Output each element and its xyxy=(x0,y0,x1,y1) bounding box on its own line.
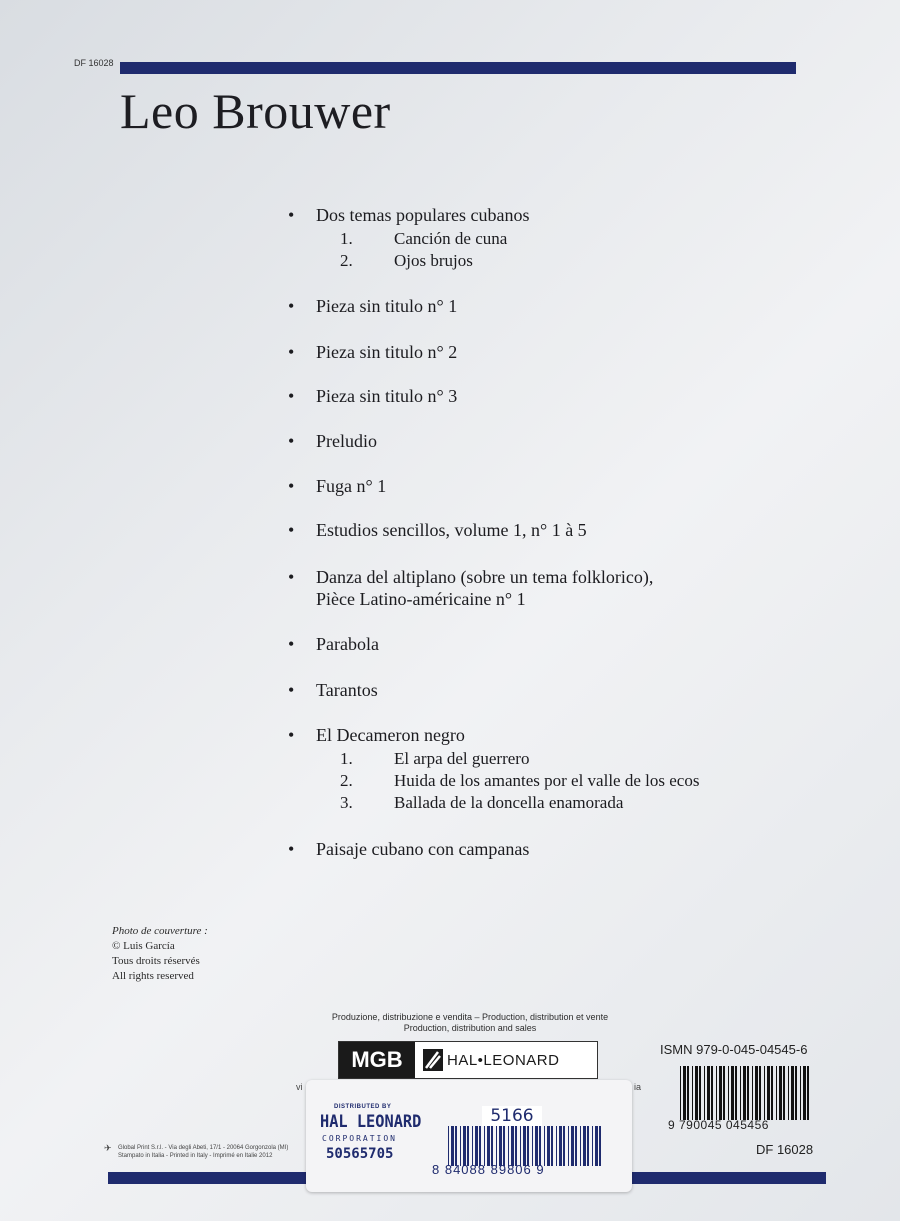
contents-item-title: Paisaje cubano con campanas xyxy=(316,839,530,859)
rights-fr: Tous droits réservés xyxy=(112,955,200,967)
subitem-number: 1. xyxy=(340,229,353,248)
bullet-icon: • xyxy=(288,296,295,316)
catalog-code-bottom: DF 16028 xyxy=(756,1142,814,1157)
contents-item-title: Estudios sencillos, volume 1, n° 1 à 5 xyxy=(316,520,587,540)
contents-item-title-line2: Pièce Latino-américaine n° 1 xyxy=(316,589,526,609)
subitem-title: El arpa del guerrero xyxy=(394,749,530,768)
photo-credit-author: © Luis García xyxy=(112,940,175,952)
text-fragment-right: ia xyxy=(634,1082,642,1092)
hal-leonard-logo-text: HAL•LEONARD xyxy=(447,1052,560,1069)
top-rule xyxy=(120,62,796,74)
contents-item-title: Pieza sin titulo n° 2 xyxy=(316,342,458,362)
subitem-title: Huida de los amantes por el valle de los ecos xyxy=(394,771,700,790)
subitem-title: Ballada de la doncella enamorada xyxy=(394,793,624,812)
contents-item-title: Pieza sin titulo n° 3 xyxy=(316,386,458,406)
contents-item-title: Tarantos xyxy=(316,680,378,700)
bullet-icon: • xyxy=(288,342,295,362)
bullet-icon: • xyxy=(288,431,295,451)
subitem-title: Canción de cuna xyxy=(394,229,508,248)
contents-item-title: Fuga n° 1 xyxy=(316,476,387,496)
contents-item-title: Parabola xyxy=(316,634,379,654)
subitem-title: Ojos brujos xyxy=(394,251,473,270)
printer-line-1: Global Print S.r.l. - Via degli Abeti, 17/1 - 20064 Gorgonzola (MI) xyxy=(118,1145,289,1151)
bullet-icon: • xyxy=(288,567,295,587)
contents-item-title: El Decameron negro xyxy=(316,725,465,745)
bullet-icon: • xyxy=(288,725,295,745)
contents-item-title: Pieza sin titulo n° 1 xyxy=(316,296,458,316)
subitem-number: 2. xyxy=(340,771,353,790)
publisher-logo xyxy=(338,1041,598,1079)
barcode-digits: 9 790045 045456 xyxy=(668,1118,769,1132)
bullet-icon: • xyxy=(288,476,295,496)
photo-credit-label: Photo de couverture : xyxy=(112,925,208,937)
sticker-distributor-name: HAL LEONARD xyxy=(320,1112,422,1132)
ismn-number: ISMN 979-0-045-04545-6 xyxy=(660,1042,808,1057)
mgb-logo: MGB xyxy=(339,1042,415,1078)
printer-line-2: Stampato in Italia - Printed in Italy - Imprimé en Italie 2012 xyxy=(118,1153,273,1159)
sticker-corporation: CORPORATION xyxy=(322,1134,397,1143)
contents-item-title: Preludio xyxy=(316,431,377,451)
contents-item-title: Dos temas populares cubanos xyxy=(316,205,530,225)
sticker-sku: 50565705 xyxy=(326,1146,394,1162)
bullet-icon: • xyxy=(288,205,295,225)
rights-en: All rights reserved xyxy=(112,970,194,982)
photo-credit xyxy=(112,924,208,984)
contents-item-title: Danza del altiplano (sobre un tema folklorico), xyxy=(316,567,654,587)
bullet-icon: • xyxy=(288,520,295,540)
sticker-barcode-digits: 8 84088 89806 9 xyxy=(432,1162,545,1177)
distributor-sticker xyxy=(306,1080,632,1192)
bullet-icon: • xyxy=(288,839,295,859)
subitem-number: 2. xyxy=(340,251,353,270)
production-notice xyxy=(290,1012,650,1034)
ismn-barcode xyxy=(678,1066,814,1120)
production-line-1: Produzione, distribuzione e vendita – Production, distribution et vente xyxy=(331,1012,609,1022)
composer-name: Leo Brouwer xyxy=(120,83,391,139)
catalog-code-top: DF 16028 xyxy=(74,58,114,68)
subitem-number: 3. xyxy=(340,793,353,812)
sticker-distributed-by: DISTRIBUTED BY xyxy=(334,1104,392,1110)
printer-logo-icon: ✈ xyxy=(104,1143,112,1153)
sticker-price: 5166 xyxy=(482,1106,542,1126)
bullet-icon: • xyxy=(288,634,295,654)
bullet-icon: • xyxy=(288,680,295,700)
text-fragment-left: vi xyxy=(296,1082,303,1092)
subitem-number: 1. xyxy=(340,749,353,768)
bullet-icon: • xyxy=(288,386,295,406)
hal-leonard-logo-icon xyxy=(423,1049,443,1071)
sticker-barcode xyxy=(446,1126,606,1166)
production-line-2: Production, distribution and sales xyxy=(403,1023,537,1033)
printer-info xyxy=(104,1143,289,1160)
